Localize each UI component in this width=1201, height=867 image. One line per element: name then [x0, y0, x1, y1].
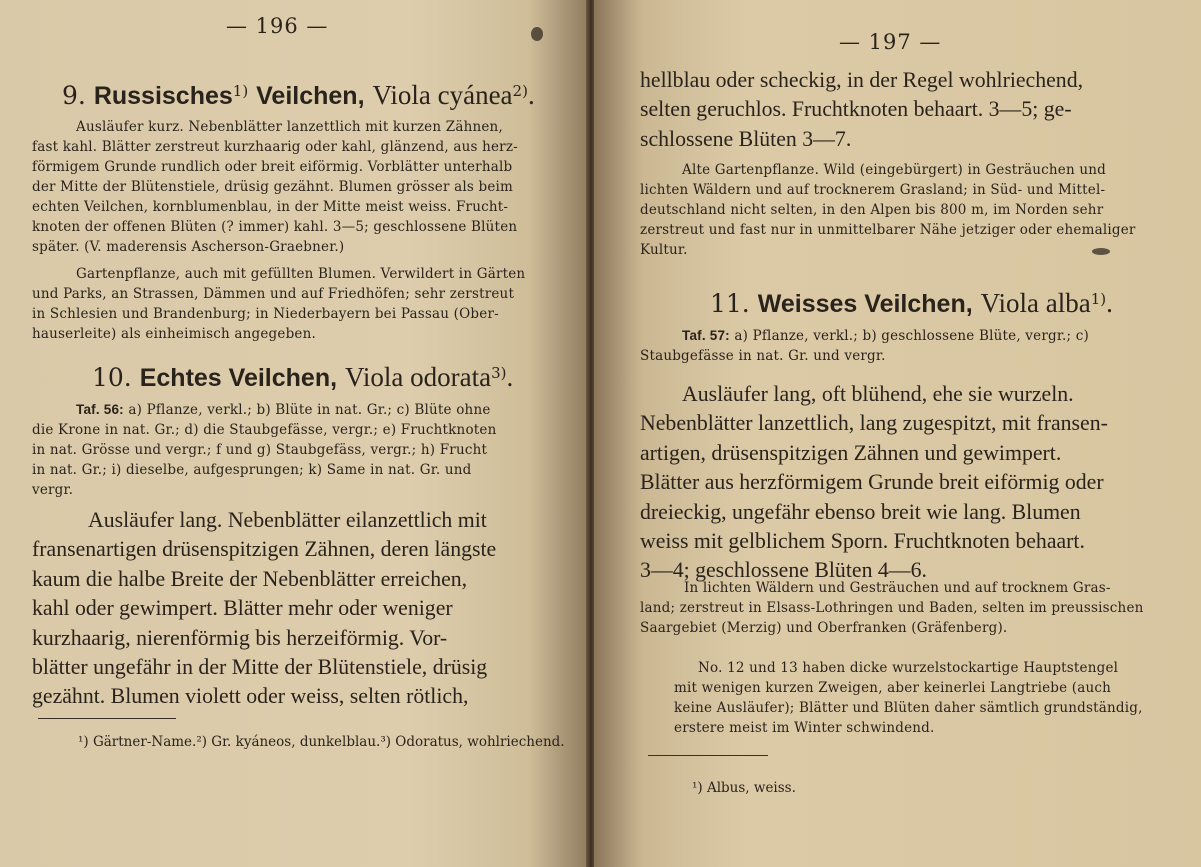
- section-10-heading: [92, 362, 513, 393]
- footnote-rule: [648, 755, 768, 756]
- footnote: ¹) Albus, weiss.: [692, 780, 796, 796]
- habitat-line: hauserleite) als einheimisch angegeben.: [32, 326, 317, 342]
- latin-name: Viola alba: [980, 288, 1091, 318]
- section-11-habitat: [640, 578, 1150, 638]
- habitat-line: Alte Gartenpflanze. Wild (eingebürgert) in Gesträuchen und: [682, 162, 1107, 178]
- section-10-description: [32, 506, 546, 712]
- page-number: — 196 —: [226, 14, 329, 38]
- description-line: dreieckig, ungefähr ebenso breit wie lang. Blumen: [640, 499, 1081, 524]
- note-line: keine Ausläufer); Blätter und Blüten daher sämtlich grundständig,: [674, 700, 1143, 716]
- description-line: echten Veilchen, kornblumenblau, in der Mitte meist weiss. Frucht-: [32, 199, 509, 215]
- habitat-line: land; zerstreut in Elsass-Lothringen und Baden, selten im preussischen: [640, 600, 1144, 616]
- latin-name: Viola cyánea: [372, 80, 513, 110]
- section-10-habitat: [640, 160, 1150, 260]
- section-number: 10.: [92, 363, 132, 392]
- plate-line: die Krone in nat. Gr.; d) die Staubgefässe, vergr.; e) Fruchtknoten: [32, 422, 497, 438]
- description-line: knoten der offenen Blüten (? immer) kahl. 3—5; geschlossene Blüten: [32, 219, 518, 235]
- description-line: fast kahl. Blätter zerstreut kurzhaarig oder kahl, glänzend, aus herz-: [32, 139, 518, 155]
- note-line: No. 12 und 13 haben dicke wurzelstockartige Hauptstengel: [698, 660, 1119, 676]
- ink-blot: [531, 27, 543, 41]
- description-line: blätter ungefähr in der Mitte der Blütenstiele, drüsig: [32, 655, 488, 680]
- description-line: Blätter aus herzförmigem Grunde breit eiförmig oder: [640, 470, 1104, 495]
- common-name-2: Veilchen,: [256, 82, 365, 110]
- footnote-rule: [38, 718, 176, 719]
- plate-line: in nat. Gr.; i) dieselbe, aufgesprungen; k) Same in nat. Gr. und: [32, 462, 472, 478]
- heading-period: .: [506, 362, 514, 392]
- plate-line: [32, 400, 544, 420]
- description-line: selten geruchlos. Fruchtknoten behaart. 3—5; ge-: [640, 97, 1072, 122]
- footnote: ¹) Gärtner-Name.: [78, 734, 197, 750]
- footnotes: [692, 778, 796, 798]
- habitat-line: In lichten Wäldern und Gesträuchen und auf trocknem Gras-: [684, 580, 1111, 596]
- habitat-line: lichten Wäldern und auf trocknerem Grasland; in Süd- und Mittel-: [640, 182, 1106, 198]
- page-number: — 197 —: [839, 30, 942, 54]
- description-line: schlossene Blüten 3—7.: [640, 126, 852, 151]
- section-number: 11.: [710, 289, 750, 318]
- description-line: kurzhaarig, nierenförmig bis herzeiförmig. Vor-: [32, 625, 448, 650]
- habitat-line: in Schlesien und Brandenburg; in Niederbayern bei Passau (Ober-: [32, 306, 499, 322]
- habitat-line: zerstreut und fast nur in unmittelbarer Nähe jetziger oder ehemaliger: [640, 222, 1136, 238]
- description-line: gezähnt. Blumen violett oder weiss, selten rötlich,: [32, 684, 469, 709]
- continuation-text: [640, 66, 1140, 154]
- footnote-mark: 1): [1090, 289, 1107, 308]
- description-line: Ausläufer lang. Nebenblätter eilanzettlich mit: [88, 508, 487, 532]
- habitat-line: deutschland nicht selten, in den Alpen bis 800 m, im Norden sehr: [640, 202, 1104, 218]
- ink-blot: [1092, 248, 1110, 255]
- section-9-description: [32, 117, 544, 257]
- description-line: kaum die halbe Breite der Nebenblätter erreichen,: [32, 566, 468, 591]
- note-paragraph: [674, 658, 1154, 738]
- footnote: ²) Gr. kyáneos, dunkelblau.: [196, 734, 381, 750]
- section-11-plate-legend: [640, 326, 1150, 366]
- plate-label: Taf. 56:: [76, 402, 124, 417]
- note-line: erstere meist im Winter schwindend.: [674, 720, 935, 736]
- footnote-mark: 1): [232, 81, 249, 100]
- footnote-mark: 2): [512, 81, 528, 100]
- common-name: Echtes Veilchen,: [139, 364, 338, 392]
- habitat-line: Saargebiet (Merzig) und Oberfranken (Gräfenberg).: [640, 620, 1008, 636]
- description-line: Nebenblätter lanzettlich, lang zugespitzt, mit fransen-: [640, 411, 1108, 436]
- description-line: kahl oder gewimpert. Blätter mehr oder weniger: [32, 596, 453, 621]
- heading-period: .: [1106, 288, 1113, 318]
- section-9-heading: [62, 80, 535, 111]
- plate-line: in nat. Grösse und vergr.; f und g) Staubgefäss, vergr.; h) Frucht: [32, 442, 488, 458]
- description-line: Ausläufer kurz. Nebenblätter lanzettlich mit kurzen Zähnen,: [76, 119, 503, 135]
- description-line: förmigem Grunde rundlich oder breit eiförmig. Vorblätter unterhalb: [32, 159, 513, 175]
- right-page: [594, 0, 1201, 867]
- description-line: Ausläufer lang, oft blühend, ehe sie wurzeln.: [682, 382, 1074, 406]
- habitat-line: Kultur.: [640, 242, 688, 258]
- description-line: 3—4; geschlossene Blüten 4—6.: [640, 558, 927, 583]
- description-line: artigen, drüsenspitzigen Zähnen und gewimpert.: [640, 440, 1062, 465]
- common-name: Russisches: [93, 82, 233, 110]
- section-10-plate-legend: [32, 400, 544, 500]
- description-line: der Mitte der Blütenstiele, drüsig gezähnt. Blumen grösser als beim: [32, 179, 514, 195]
- heading-period: .: [527, 80, 535, 110]
- habitat-line: Gartenpflanze, auch mit gefüllten Blumen. Verwildert in Gärten: [76, 266, 526, 282]
- note-line: mit wenigen kurzen Zweigen, aber keinerlei Langtriebe (auch: [674, 680, 1112, 696]
- description-line: fransenartigen drüsenspitzigen Zähnen, deren längste: [32, 537, 497, 562]
- description-line: weiss mit gelblichem Sporn. Fruchtknoten behaart.: [640, 529, 1085, 554]
- section-number: 9.: [62, 81, 86, 110]
- plate-line: [640, 326, 1150, 346]
- section-11-heading: [710, 288, 1113, 319]
- footnote: ³) Odoratus, wohlriechend.: [380, 734, 565, 750]
- section-9-habitat: [32, 264, 544, 344]
- common-name: Weisses Veilchen,: [757, 290, 973, 318]
- text-line: a) Pflanze, verkl.; b) Blüte in nat. Gr.; c) Blüte ohne: [123, 402, 491, 418]
- description-line: später. (V. maderensis Ascherson-Graebner.): [32, 239, 345, 255]
- text-line: a) Pflanze, verkl.; b) geschlossene Blüte, vergr.; c): [729, 328, 1089, 344]
- latin-name: Viola odorata: [345, 362, 492, 392]
- plate-line: vergr.: [32, 482, 74, 498]
- section-11-description: [640, 380, 1152, 586]
- plate-label: Taf. 57:: [682, 328, 730, 343]
- left-page: [0, 0, 588, 867]
- habitat-line: und Parks, an Strassen, Dämmen und auf Friedhöfen; sehr zerstreut: [32, 286, 515, 302]
- description-line: hellblau oder scheckig, in der Regel wohlriechend,: [640, 68, 1084, 92]
- plate-line: Staubgefässe in nat. Gr. und vergr.: [640, 348, 886, 364]
- footnotes: [78, 732, 565, 752]
- footnote-mark: 3): [491, 363, 507, 382]
